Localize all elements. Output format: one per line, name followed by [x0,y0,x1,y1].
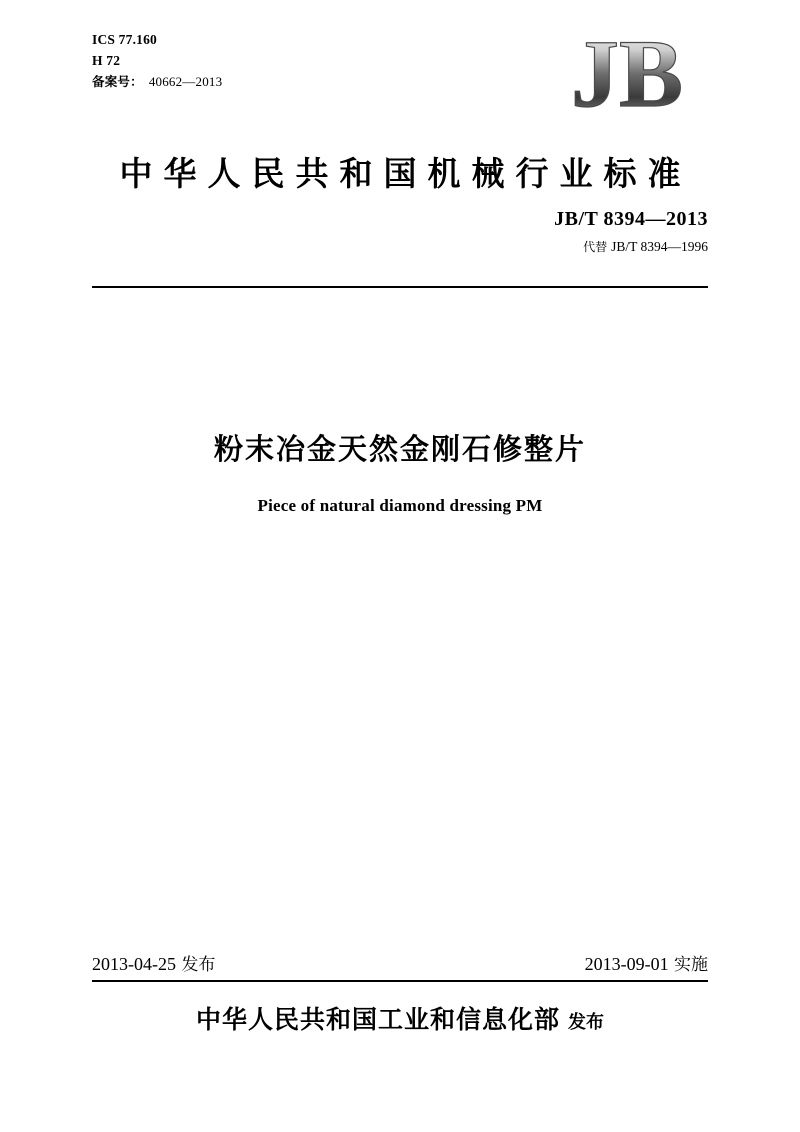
publisher-line [0,1000,800,1036]
svg-text:JB: JB [570,26,684,122]
record-number-value: 40662—2013 [148,73,223,89]
jb-logo [542,26,712,122]
issue-date-label: 发布 [181,955,216,975]
record-number-line [92,72,222,92]
standard-replaces [583,238,708,255]
implementation-date-value: 2013-09-01 [584,954,669,974]
standard-number: JB/T 8394—2013 [554,208,708,230]
replaces-label: 代替 [583,240,608,254]
implementation-date [585,950,708,975]
document-title-en: Piece of natural diamond dressing PM [257,496,543,515]
replaces-number: JB/T 8394—1996 [611,239,708,254]
issue-date [92,950,215,975]
publisher-verb: 发布 [568,1012,604,1033]
document-title-cn: 粉末冶金天然金刚石修整片 [213,432,586,466]
issue-date-value: 2013-04-25 [92,954,176,974]
header-codes [92,30,222,92]
divider-bottom [92,980,708,982]
implementation-date-label: 实施 [674,955,708,975]
record-number-label: 备案号： [92,73,143,89]
publisher-name: 中华人民共和国工业和信息化部 [195,1005,560,1034]
divider-top [92,286,708,288]
classification-code: H 72 [92,52,121,68]
authority-title: 中华人民共和国机械行业标准 [119,154,692,193]
ics-code: ICS 77.160 [92,32,158,47]
